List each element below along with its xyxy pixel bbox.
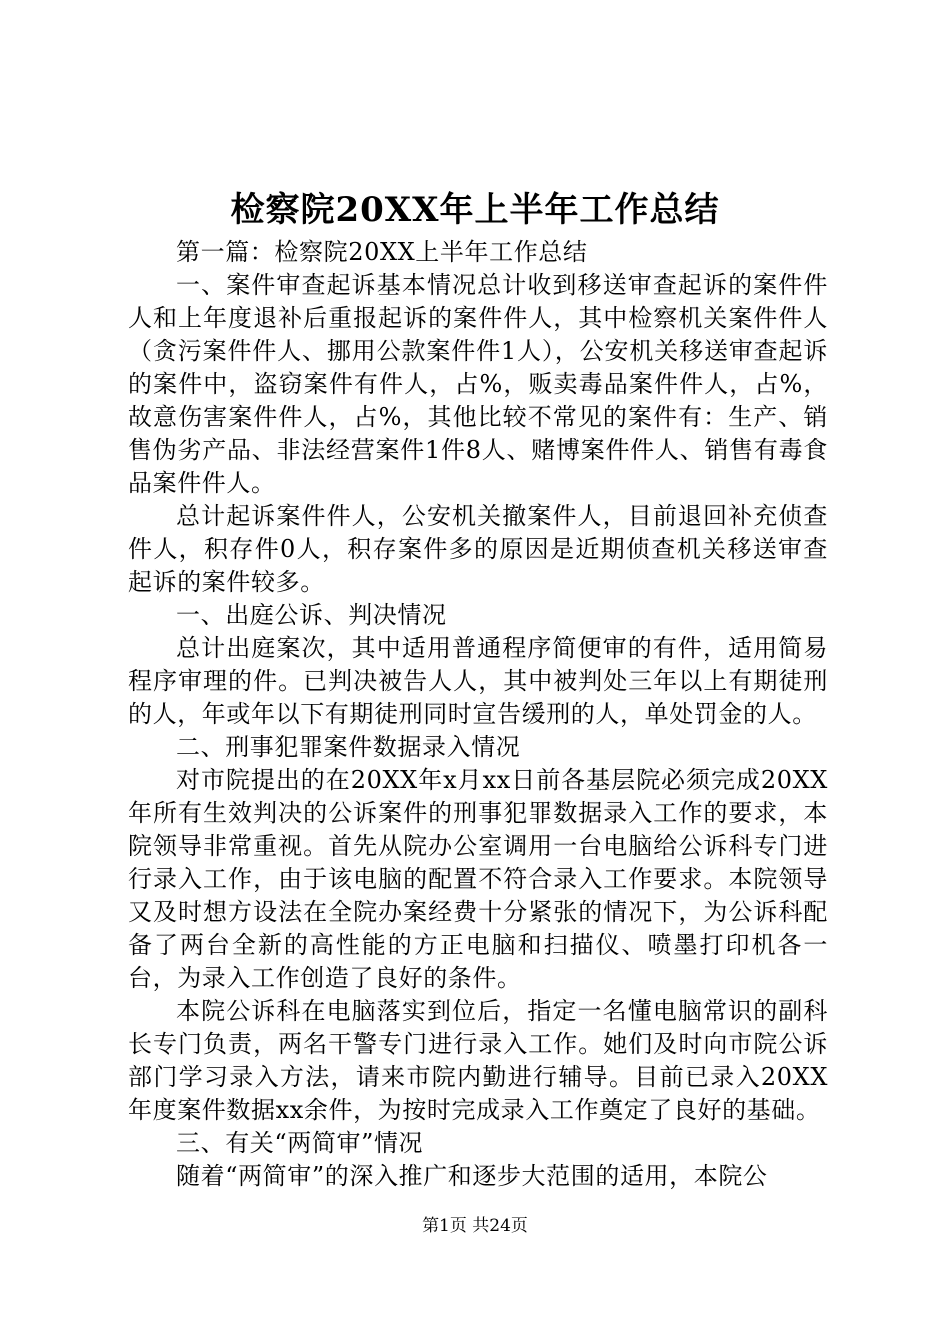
paragraph-data-entry: 对市院提出的在20XX年x月xx日前各基层院必须完成20XX年所有生效判决的公诉案件的刑事犯罪数据录入工作的要求，本院领导非常重视。首先从院办公室调用一台电脑给公诉科专门进行录入工作，由于该电脑的配置不符合录入工作要求。本院领导又及时想方设法在全院办案经费十分紧张的情况下，为公诉科配备了两台全新的高性能的方正电脑和扫描仪、喷墨打印机各一台，为录入工作创造了良好的条件。	[128, 766, 828, 992]
paragraph-data-entry-progress: 本院公诉科在电脑落实到位后，指定一名懂电脑常识的副科长专门负责，两名干警专门进行录入工作。她们及时向市院公诉部门学习录入方法，请来市院内勤进行辅导。目前已录入20XX年度案件数据xx余件，为按时完成录入工作奠定了良好的基础。	[128, 997, 828, 1124]
paragraph-case-review: 一、案件审查起诉基本情况总计收到移送审查起诉的案件件人和上年度退补后重报起诉的案件件人，其中检察机关案件件人（贪污案件件人、挪用公款案件件1人），公安机关移送审查起诉的案件中，盗窃案件有件人，占%，贩卖毒品案件件人，占%，故意伤害案件件人，占%，其他比较不常见的案件有：生产、销售伪劣产品、非法经营案件1件8人、赌博案件件人、销售有毒食品案件件人。	[128, 271, 828, 497]
paragraph-court-judgment: 总计出庭案次，其中适用普通程序简便审的有件，适用简易程序审理的件。已判决被告人人，其中被判处三年以上有期徒刑的人，年或年以下有期徒刑同时宣告缓刑的人，单处罚金的人。	[128, 634, 828, 728]
paragraph-simplified-trial: 随着“两简审”的深入推广和逐步大范围的适用，本院公	[176, 1162, 768, 1190]
paragraph-prosecution-total: 总计起诉案件件人，公安机关撤案件人，目前退回补充侦查件人，积存件0人，积存案件多的原因是近期侦查机关移送审查起诉的案件较多。	[128, 502, 828, 596]
section-heading-court: 一、出庭公诉、判决情况	[176, 601, 447, 629]
page-number-footer: 第1页 共24页	[422, 1216, 528, 1236]
section-heading-simplified-trial: 三、有关“两简审”情况	[176, 1129, 424, 1157]
document-title: 检察院20XX年上半年工作总结	[230, 190, 720, 230]
section-heading-data-entry: 二、刑事犯罪案件数据录入情况	[176, 733, 521, 761]
paragraph-heading-first-article: 第一篇：检察院20XX上半年工作总结	[176, 238, 588, 266]
document-body	[128, 236, 828, 1193]
